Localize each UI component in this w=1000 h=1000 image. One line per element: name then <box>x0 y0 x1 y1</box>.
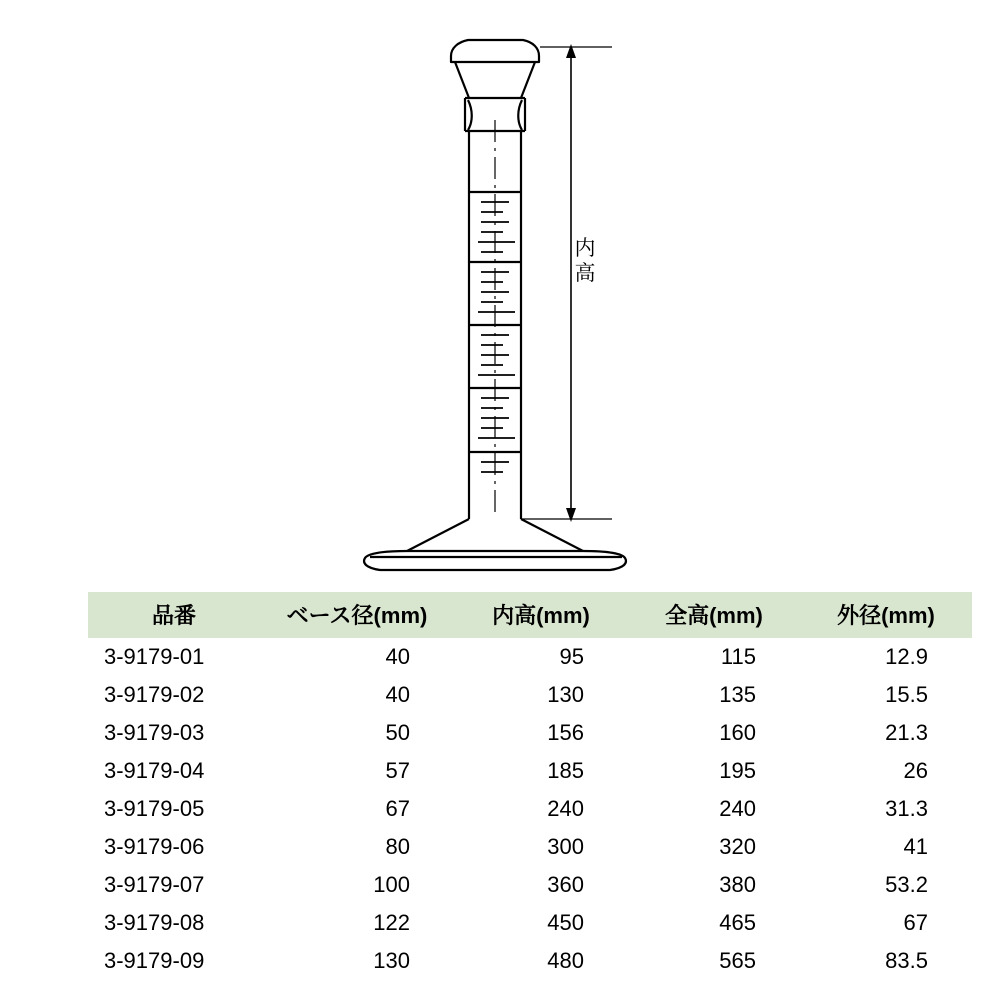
spec-table-body <box>88 638 972 980</box>
cell-total-height: 465 <box>719 910 756 935</box>
cell-total-height: 160 <box>719 720 756 745</box>
dim-arrow-head-bottom <box>566 508 576 522</box>
cell-total-height: 565 <box>719 948 756 973</box>
cell-inner-height: 156 <box>547 720 584 745</box>
dimension-label-char-1: 内 <box>574 237 596 260</box>
cell-code: 3-9179-06 <box>104 834 205 859</box>
neck-right <box>521 62 535 98</box>
cell-outer-diameter: 15.5 <box>885 682 928 707</box>
cell-code: 3-9179-07 <box>104 872 205 897</box>
collar-curve-right <box>518 100 522 130</box>
table-row <box>88 942 972 980</box>
cell-inner-height: 130 <box>547 682 584 707</box>
cell-base-diameter: 80 <box>385 834 410 859</box>
spout-rim <box>451 40 539 62</box>
neck-left <box>455 62 469 98</box>
table-row <box>88 676 972 714</box>
column-header-total-height: 全高(mm) <box>628 592 800 638</box>
base-flare-left <box>407 519 469 551</box>
cell-outer-diameter: 67 <box>903 910 928 935</box>
column-header-inner-height: 内高(mm) <box>454 592 628 638</box>
spec-table-wrapper <box>88 592 935 980</box>
cell-total-height: 240 <box>719 796 756 821</box>
table-header-row <box>88 592 972 638</box>
table-row <box>88 752 972 790</box>
cell-base-diameter: 122 <box>373 910 410 935</box>
base-flare-right <box>521 519 583 551</box>
cell-base-diameter: 50 <box>385 720 410 745</box>
table-row <box>88 638 972 676</box>
column-header-code: 品番 <box>88 592 260 638</box>
cell-base-diameter: 130 <box>373 948 410 973</box>
dimension-label-inner-height <box>570 236 600 286</box>
cell-base-diameter: 67 <box>385 796 410 821</box>
cell-outer-diameter: 53.2 <box>885 872 928 897</box>
cell-inner-height: 185 <box>547 758 584 783</box>
spec-table <box>88 592 972 980</box>
column-header-base-diameter: ベース径(mm) <box>260 592 454 638</box>
cell-base-diameter: 57 <box>385 758 410 783</box>
cell-outer-diameter: 12.9 <box>885 644 928 669</box>
dimension-label-char-2: 高 <box>574 262 596 285</box>
dim-arrow-head-top <box>566 44 576 58</box>
cell-inner-height: 450 <box>547 910 584 935</box>
cell-inner-height: 95 <box>559 644 584 669</box>
cell-inner-height: 240 <box>547 796 584 821</box>
cell-total-height: 195 <box>719 758 756 783</box>
cell-code: 3-9179-08 <box>104 910 205 935</box>
cell-total-height: 115 <box>720 644 756 669</box>
cell-code: 3-9179-09 <box>104 948 205 973</box>
cell-base-diameter: 40 <box>385 644 410 669</box>
column-header-outer-diameter: 外径(mm) <box>800 592 972 638</box>
cell-total-height: 320 <box>719 834 756 859</box>
spec-table-head <box>88 592 972 638</box>
table-row <box>88 790 972 828</box>
cell-outer-diameter: 31.3 <box>885 796 928 821</box>
cell-code: 3-9179-05 <box>104 796 205 821</box>
foot-base <box>364 551 626 570</box>
cell-total-height: 135 <box>719 682 756 707</box>
cell-code: 3-9179-02 <box>104 682 205 707</box>
cell-base-diameter: 100 <box>373 872 410 897</box>
cell-outer-diameter: 26 <box>903 758 928 783</box>
cell-code: 3-9179-01 <box>104 644 205 669</box>
cell-inner-height: 480 <box>547 948 584 973</box>
table-row <box>88 904 972 942</box>
cell-outer-diameter: 21.3 <box>885 720 928 745</box>
table-row <box>88 866 972 904</box>
cell-total-height: 380 <box>719 872 756 897</box>
cell-outer-diameter: 41 <box>903 834 928 859</box>
cell-code: 3-9179-04 <box>104 758 205 783</box>
cell-base-diameter: 40 <box>385 682 410 707</box>
table-row <box>88 828 972 866</box>
cell-outer-diameter: 83.5 <box>885 948 928 973</box>
collar-curve-left <box>468 100 472 130</box>
table-row <box>88 714 972 752</box>
cell-inner-height: 360 <box>547 872 584 897</box>
graduation-ticks <box>478 202 515 472</box>
cell-code: 3-9179-03 <box>104 720 205 745</box>
cell-inner-height: 300 <box>547 834 584 859</box>
